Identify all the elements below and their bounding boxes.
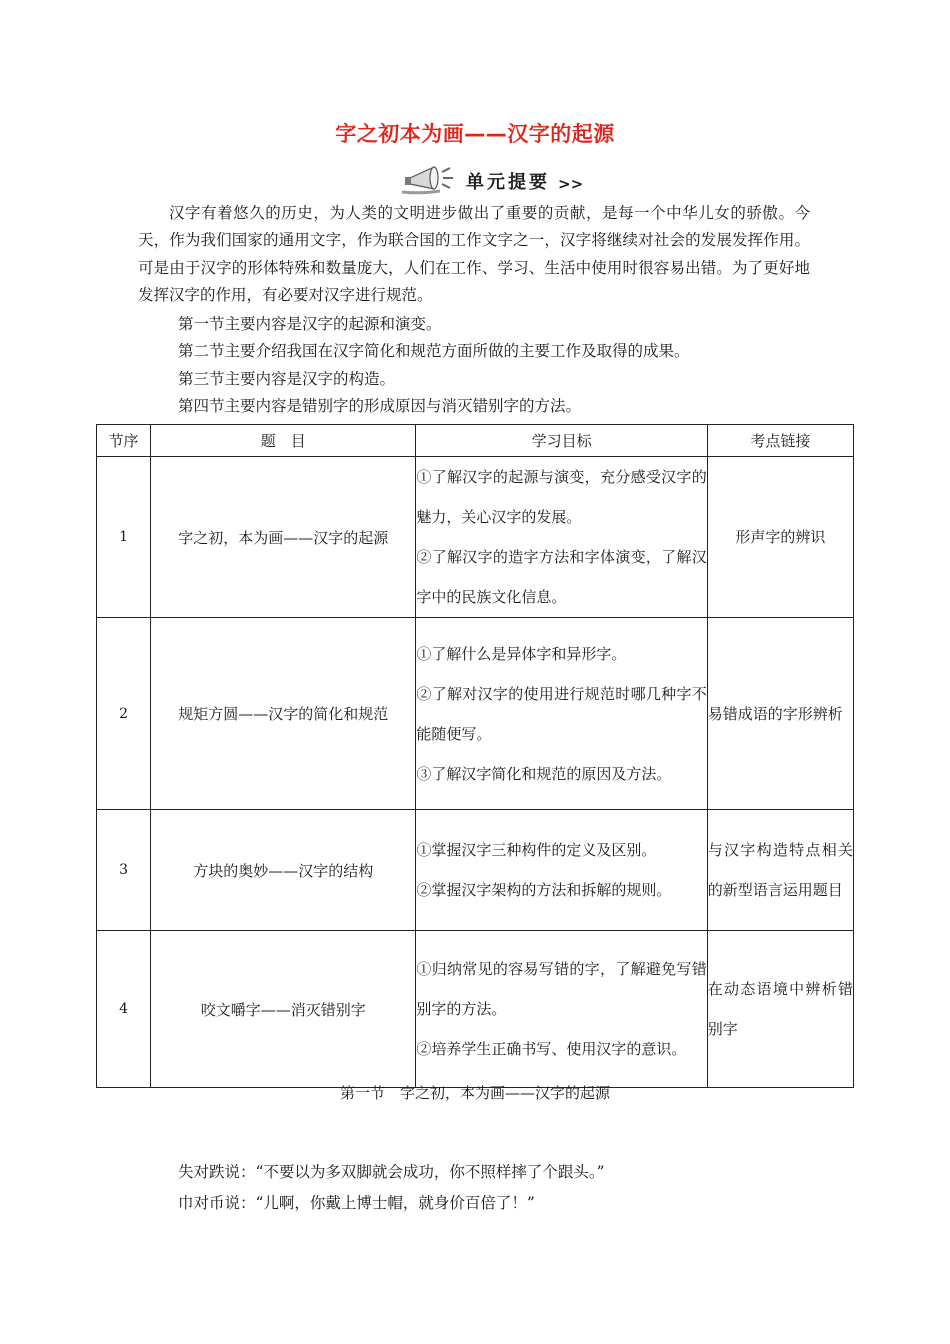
row-seq: 1 [97, 457, 151, 618]
row-exam-link: 在动态语境中辨析错别字 [707, 931, 853, 1088]
goal-item: ①掌握汉字三种构件的定义及区别。 [416, 841, 657, 859]
goal-item: ②培养学生正确书写、使用汉字的意识。 [416, 1040, 687, 1058]
goal-item: ①了解汉字的起源与演变，充分感受汉字的魅力，关心汉字的发展。 [416, 468, 707, 526]
row-goals [416, 618, 707, 810]
table-row [97, 810, 854, 931]
row-topic: 咬文嚼字——消灭错别字 [151, 931, 416, 1088]
table-row [97, 457, 854, 618]
table-header-row [97, 425, 854, 457]
riddle-list [178, 1157, 605, 1219]
header-seq: 节序 [97, 425, 151, 457]
row-exam-link: 易错成语的字形辨析 [707, 618, 853, 810]
header-topic: 题 目 [151, 425, 416, 457]
table-row [97, 931, 854, 1088]
row-goals [416, 810, 707, 931]
goal-item: ③了解汉字简化和规范的原因及方法。 [416, 764, 672, 783]
page-title: 字之初本为画——汉字的起源 [335, 122, 615, 146]
outline-item: 第三节主要内容是汉字的构造。 [178, 369, 396, 388]
row-seq: 4 [97, 931, 151, 1088]
header-goal: 学习目标 [416, 425, 707, 457]
goal-item: ①了解什么是异体字和异形字。 [416, 644, 627, 663]
row-seq: 3 [97, 810, 151, 931]
goal-item: ②掌握汉字架构的方法和拆解的规则。 [416, 881, 672, 899]
intro-text: 汉字有着悠久的历史，为人类的文明进步做出了重要的贡献，是每一个中华儿女的骄傲。今天，作为我们国家的通用文字，作为联合国的工作文字之一，汉字将继续对社会的发展发挥作用。可是由于汉字的形体特殊和数量庞大，人们在工作、学习、生活中使用时很容易出错。为了更好地发挥汉字的作用，有必要对汉字进行规范。 [138, 204, 810, 305]
riddle-line: 巾对币说：“儿啊，你戴上博士帽，就身价百倍了！” [178, 1194, 535, 1212]
outline-item: 第二节主要介绍我国在汉字简化和规范方面所做的主要工作及取得的成果。 [178, 342, 690, 361]
study-plan-table [96, 424, 854, 1088]
table-row [97, 618, 854, 810]
section-outline [178, 311, 690, 421]
row-goals [416, 931, 707, 1088]
header-link: 考点链接 [707, 425, 853, 457]
unit-summary-banner [400, 164, 583, 198]
megaphone-icon [400, 164, 458, 198]
row-exam-link: 与汉字构造特点相关的新型语言运用题目 [707, 810, 853, 931]
row-seq: 2 [97, 618, 151, 810]
row-topic: 规矩方圆——汉字的简化和规范 [151, 618, 416, 810]
row-topic: 字之初，本为画——汉字的起源 [151, 457, 416, 618]
goal-item: ①归纳常见的容易写错的字，了解避免写错别字的方法。 [416, 960, 707, 1018]
section-heading: 第一节 字之初，本为画——汉字的起源 [339, 1084, 610, 1102]
riddle-line: 失对跌说：“不要以为多双脚就会成功，你不照样摔了个跟头。” [178, 1163, 605, 1181]
goal-item: ②了解对汉字的使用进行规范时哪几种字不能随便写。 [416, 684, 707, 743]
row-goals [416, 457, 707, 618]
intro-paragraph [138, 200, 810, 310]
unit-summary-label: 单元提要 [466, 172, 550, 193]
outline-item: 第一节主要内容是汉字的起源和演变。 [178, 315, 442, 333]
row-exam-link: 形声字的辨识 [707, 457, 853, 618]
goal-item: ②了解汉字的造字方法和字体演变，了解汉字中的民族文化信息。 [416, 548, 707, 606]
double-arrow-icon: >> [558, 175, 584, 193]
outline-item: 第四节主要内容是错别字的形成原因与消灭错别字的方法。 [178, 397, 582, 416]
row-topic: 方块的奥妙——汉字的结构 [151, 810, 416, 931]
